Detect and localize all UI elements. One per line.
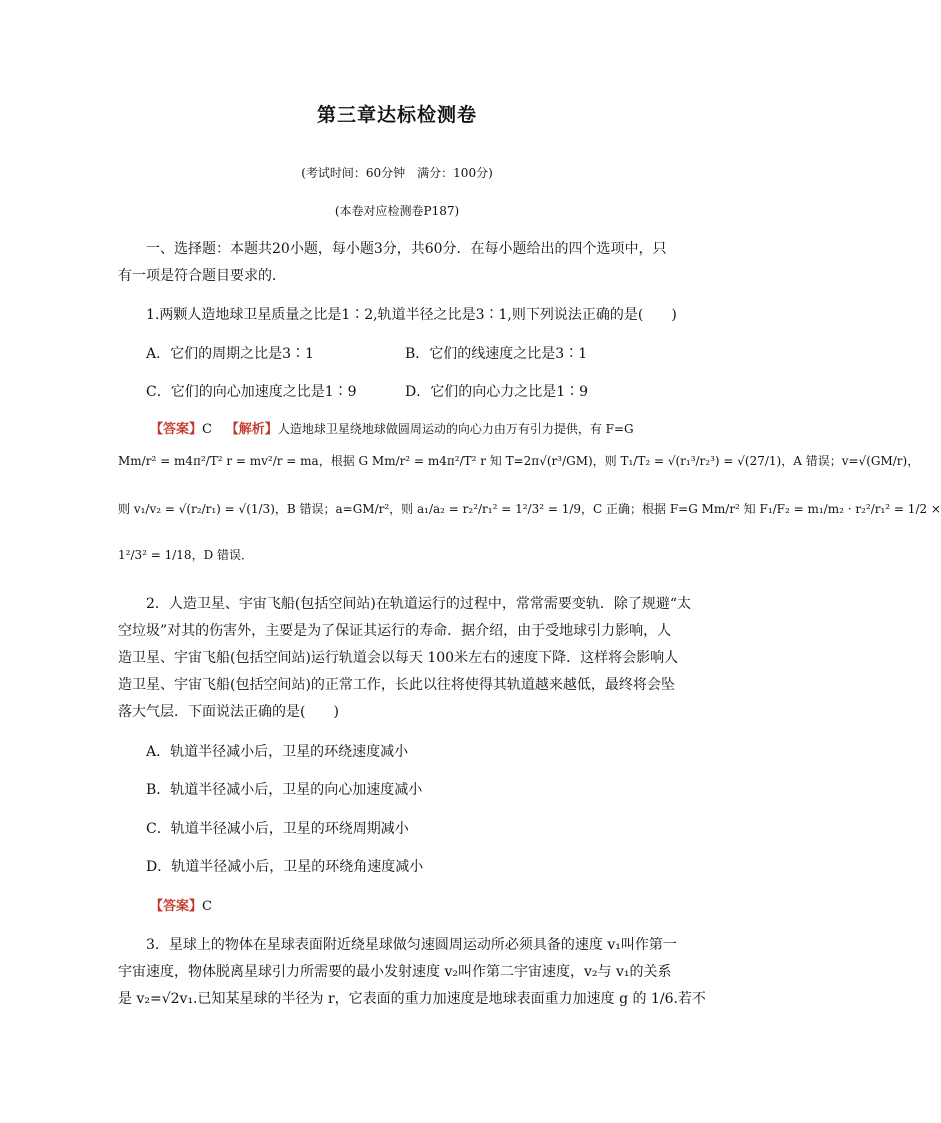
q1-option-b: B．它们的线速度之比是3∶1 bbox=[405, 346, 588, 362]
q1-analysis-label: 【解析】 bbox=[225, 422, 278, 437]
exam-info: (考试时间：60分钟 满分：100分) bbox=[301, 166, 493, 180]
q2-option-a: A．轨道半径减小后，卫星的环绕速度减小 bbox=[146, 744, 409, 760]
q1-option-c: C．它们的向心加速度之比是1∶9 bbox=[146, 384, 357, 400]
q2-option-b: B．轨道半径减小后，卫星的向心加速度减小 bbox=[146, 782, 423, 798]
q2-stem-line5: 落大气层．下面说法正确的是( ) bbox=[118, 704, 339, 720]
q2-stem-line2: 空垃圾”对其的伤害外，主要是为了保证其运行的寿命．据介绍，由于受地球引力影响，人 bbox=[118, 623, 672, 639]
q2-stem-line4: 造卫星、宇宙飞船(包括空间站)的正常工作，长此以往将使得其轨道越来越低，最终将会坠 bbox=[118, 677, 675, 693]
q1-answer-label: 【答案】 bbox=[150, 422, 203, 437]
q1-analysis-line1: 人造地球卫星绕地球做圆周运动的向心力由万有引力提供，有 F=G bbox=[277, 422, 634, 436]
q1-option-d: D．它们的向心力之比是1∶9 bbox=[405, 384, 589, 400]
q2-stem-line1: 2．人造卫星、宇宙飞船(包括空间站)在轨道运行的过程中，常常需要变轨．除了规避“太 bbox=[146, 596, 691, 612]
q3-stem-line2: 宇宙速度，物体脱离星球引力所需要的最小发射速度 v₂叫作第二宇宙速度，v₂与 v₁的关系 bbox=[118, 964, 672, 980]
section1-line2: 有一项是符合题目要求的． bbox=[118, 268, 286, 284]
q1-analysis-line3: 则 v₁/v₂ = √(r₂/r₁) = √(1/3)，B 错误；a=GM/r²，则 a₁/a₂ = r₂²/r₁² = 1²/3² = 1/9，C 正确；根据 F=G Mm/r² 知 F₁/F₂ = m₁/m₂ · r₂²/r₁² = 1/2 × bbox=[118, 502, 941, 516]
q1-answer-row bbox=[150, 418, 634, 437]
q2-option-c: C．轨道半径减小后，卫星的环绕周期减小 bbox=[146, 821, 409, 837]
section1-line1: 一、选择题：本题共20小题，每小题3分，共60分．在每小题给出的四个选项中，只 bbox=[146, 241, 667, 257]
q1-answer-value: C bbox=[202, 422, 212, 437]
q1-analysis-line2: Mm/r² = m4π²/T² r = mv²/r = ma，根据 G Mm/r² = m4π²/T² r 知 T=2π√(r³/GM)，则 T₁/T₂ = √(r₁³/r₂³) = √(27/1)，A 错误；v=√(GM/r)， bbox=[118, 454, 920, 468]
page-title: 第三章达标检测卷 bbox=[316, 104, 477, 126]
q1-analysis-line4: 1²/3² = 1/18，D 错误． bbox=[118, 548, 254, 562]
q2-answer-row bbox=[150, 895, 212, 914]
q1-option-a: A．它们的周期之比是3∶1 bbox=[146, 346, 314, 362]
q2-option-d: D．轨道半径减小后，卫星的环绕角速度减小 bbox=[146, 859, 424, 875]
q3-stem-line1: 3．星球上的物体在星球表面附近绕星球做匀速圆周运动所必须具备的速度 v₁叫作第一 bbox=[146, 937, 677, 953]
q2-answer-value: C bbox=[202, 899, 212, 914]
q3-stem-line3: 是 v₂=√2v₁.已知某星球的半径为 r，它表面的重力加速度是地球表面重力加速度 g 的 1/6.若不 bbox=[118, 991, 706, 1007]
q1-stem: 1.两颗人造地球卫星质量之比是1∶2,轨道半径之比是3∶1,则下列说法正确的是( ) bbox=[146, 307, 677, 323]
q2-answer-label: 【答案】 bbox=[150, 899, 203, 914]
q2-stem-line3: 造卫星、宇宙飞船(包括空间站)运行轨道会以每天 100米左右的速度下降．这样将会影响人 bbox=[118, 650, 679, 666]
reference-note: (本卷对应检测卷P187) bbox=[334, 204, 460, 218]
